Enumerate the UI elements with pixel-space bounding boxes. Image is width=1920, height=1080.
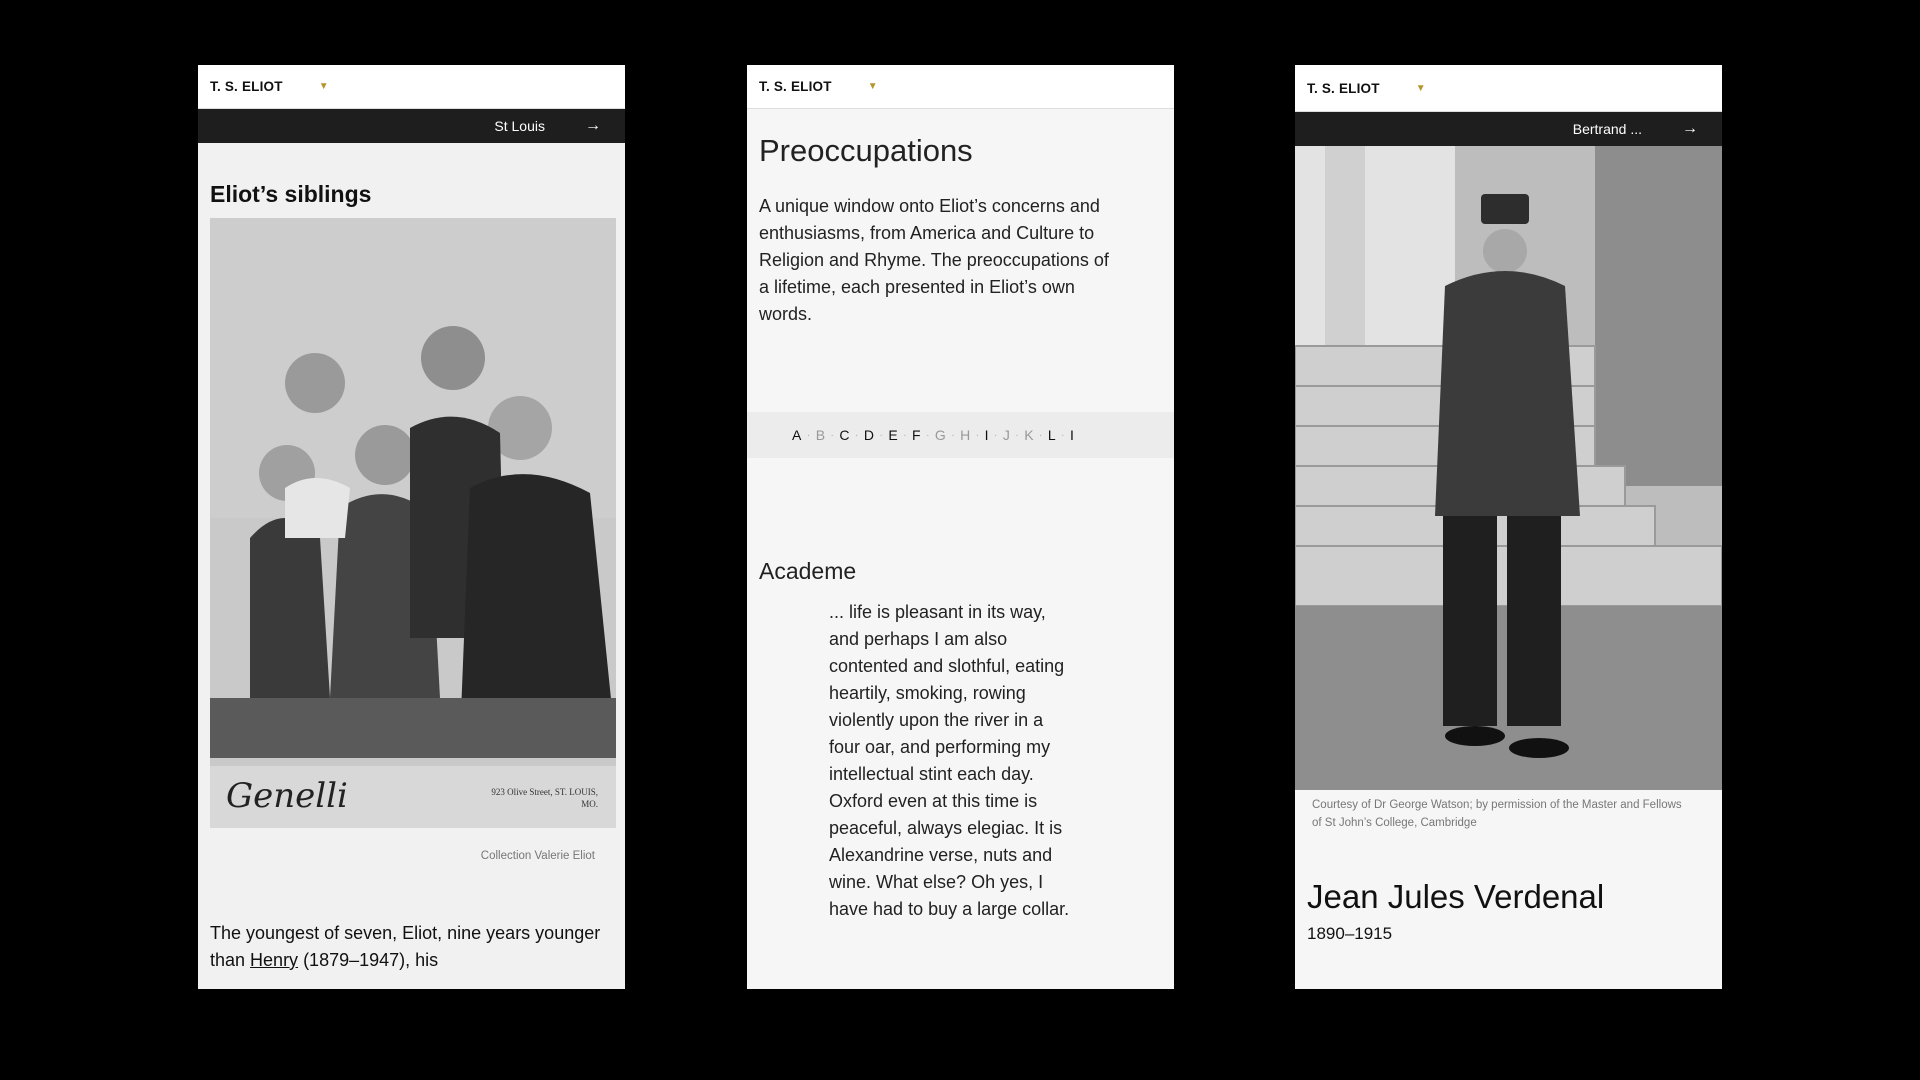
chevron-down-icon[interactable]: ▼: [1415, 82, 1426, 94]
next-link-label[interactable]: St Louis: [494, 118, 545, 134]
brand-menu[interactable]: T. S. ELIOT: [210, 79, 283, 94]
separator-dot: ·: [926, 429, 930, 441]
page-title: Eliot’s siblings: [210, 181, 372, 207]
body-text-start: The youngest of seven, Eliot, nine years younger than: [210, 923, 601, 970]
separator-dot: ·: [951, 429, 956, 441]
separator-dot: ·: [994, 429, 998, 441]
separator-dot: ·: [806, 429, 811, 441]
top-bar: [198, 65, 625, 109]
verdenal-photo: [1295, 146, 1722, 790]
alphabet-index: [747, 412, 1174, 458]
life-dates: 1890–1915: [1307, 924, 1393, 943]
quote-text: ... life is pleasant in its way, and perhaps I am also contented and slothful, eating heartily, smoking, rowing violently upon the river in a four oar, and performing my intellectual stint each day. Oxford even at this time is peaceful, always elegiac. It is Alexandrine verse, nuts and wine. What else? Oh yes, I have had to buy a large collar.: [829, 602, 1070, 919]
page-title: Preoccupations: [759, 133, 973, 168]
screen-verdenal: [1295, 65, 1722, 989]
body-text-end: (1879–1947), his: [298, 950, 439, 970]
screen-preoccupations: [747, 65, 1174, 989]
arrow-right-icon[interactable]: →: [585, 117, 601, 134]
alphabet-letter[interactable]: A: [792, 427, 802, 443]
alphabet-letter[interactable]: D: [863, 427, 875, 443]
separator-dot: ·: [1039, 429, 1043, 441]
alphabet-letter[interactable]: I: [1070, 427, 1075, 443]
brand-menu[interactable]: T. S. ELIOT: [759, 79, 832, 94]
next-link-label[interactable]: Bertrand ...: [1572, 121, 1642, 137]
henry-link[interactable]: Henry: [250, 950, 299, 970]
separator-dot: ·: [1015, 429, 1020, 441]
alphabet-letter: H: [960, 427, 971, 443]
alphabet-letter[interactable]: C: [839, 427, 850, 443]
top-bar: [747, 65, 1174, 109]
section-title: Academe: [759, 558, 857, 584]
alphabet-letter[interactable]: F: [912, 427, 922, 443]
alphabet-letter: B: [815, 427, 826, 443]
alphabet-letter: K: [1024, 427, 1035, 443]
photo-signature: Genelli: [226, 776, 348, 816]
separator-dot: ·: [855, 429, 859, 441]
photo-caption: Collection Valerie Eliot: [480, 850, 595, 862]
top-bar: [1295, 65, 1722, 112]
body-text: [210, 920, 613, 974]
separator-dot: ·: [879, 429, 884, 441]
next-link-bar[interactable]: [198, 109, 625, 143]
brand-menu[interactable]: T. S. ELIOT: [1307, 80, 1380, 96]
separator-dot: ·: [830, 429, 835, 441]
alphabet-letter[interactable]: L: [1047, 427, 1057, 443]
photo-caption: Courtesy of Dr George Watson; by permission of the Master and Fellows of St John’s College, Cambridge: [1312, 799, 1682, 829]
screen-eliots-siblings: [198, 65, 625, 989]
alphabet-letter: G: [934, 427, 947, 443]
chevron-down-icon[interactable]: ▼: [318, 81, 329, 92]
photo-address: 923 Olive Street, ST. LOUIS, MO.: [491, 787, 598, 809]
separator-dot: ·: [903, 429, 907, 441]
alphabet-letter[interactable]: E: [888, 427, 899, 443]
chevron-down-icon[interactable]: ▼: [867, 81, 878, 92]
alphabet-letter: J: [1002, 427, 1011, 443]
person-name: Jean Jules Verdenal: [1307, 878, 1605, 915]
arrow-right-icon[interactable]: →: [1682, 120, 1698, 137]
siblings-photo: [210, 218, 616, 828]
next-link-bar[interactable]: [1295, 112, 1722, 146]
separator-dot: ·: [1061, 429, 1066, 441]
alphabet-letter[interactable]: I: [984, 427, 989, 443]
separator-dot: ·: [975, 429, 980, 441]
intro-text: A unique window onto Eliot’s concerns and enthusiasms, from America and Culture to Religion and Rhyme. The preoccupations of a lifetime, each presented in Eliot’s own words.: [759, 196, 1109, 324]
